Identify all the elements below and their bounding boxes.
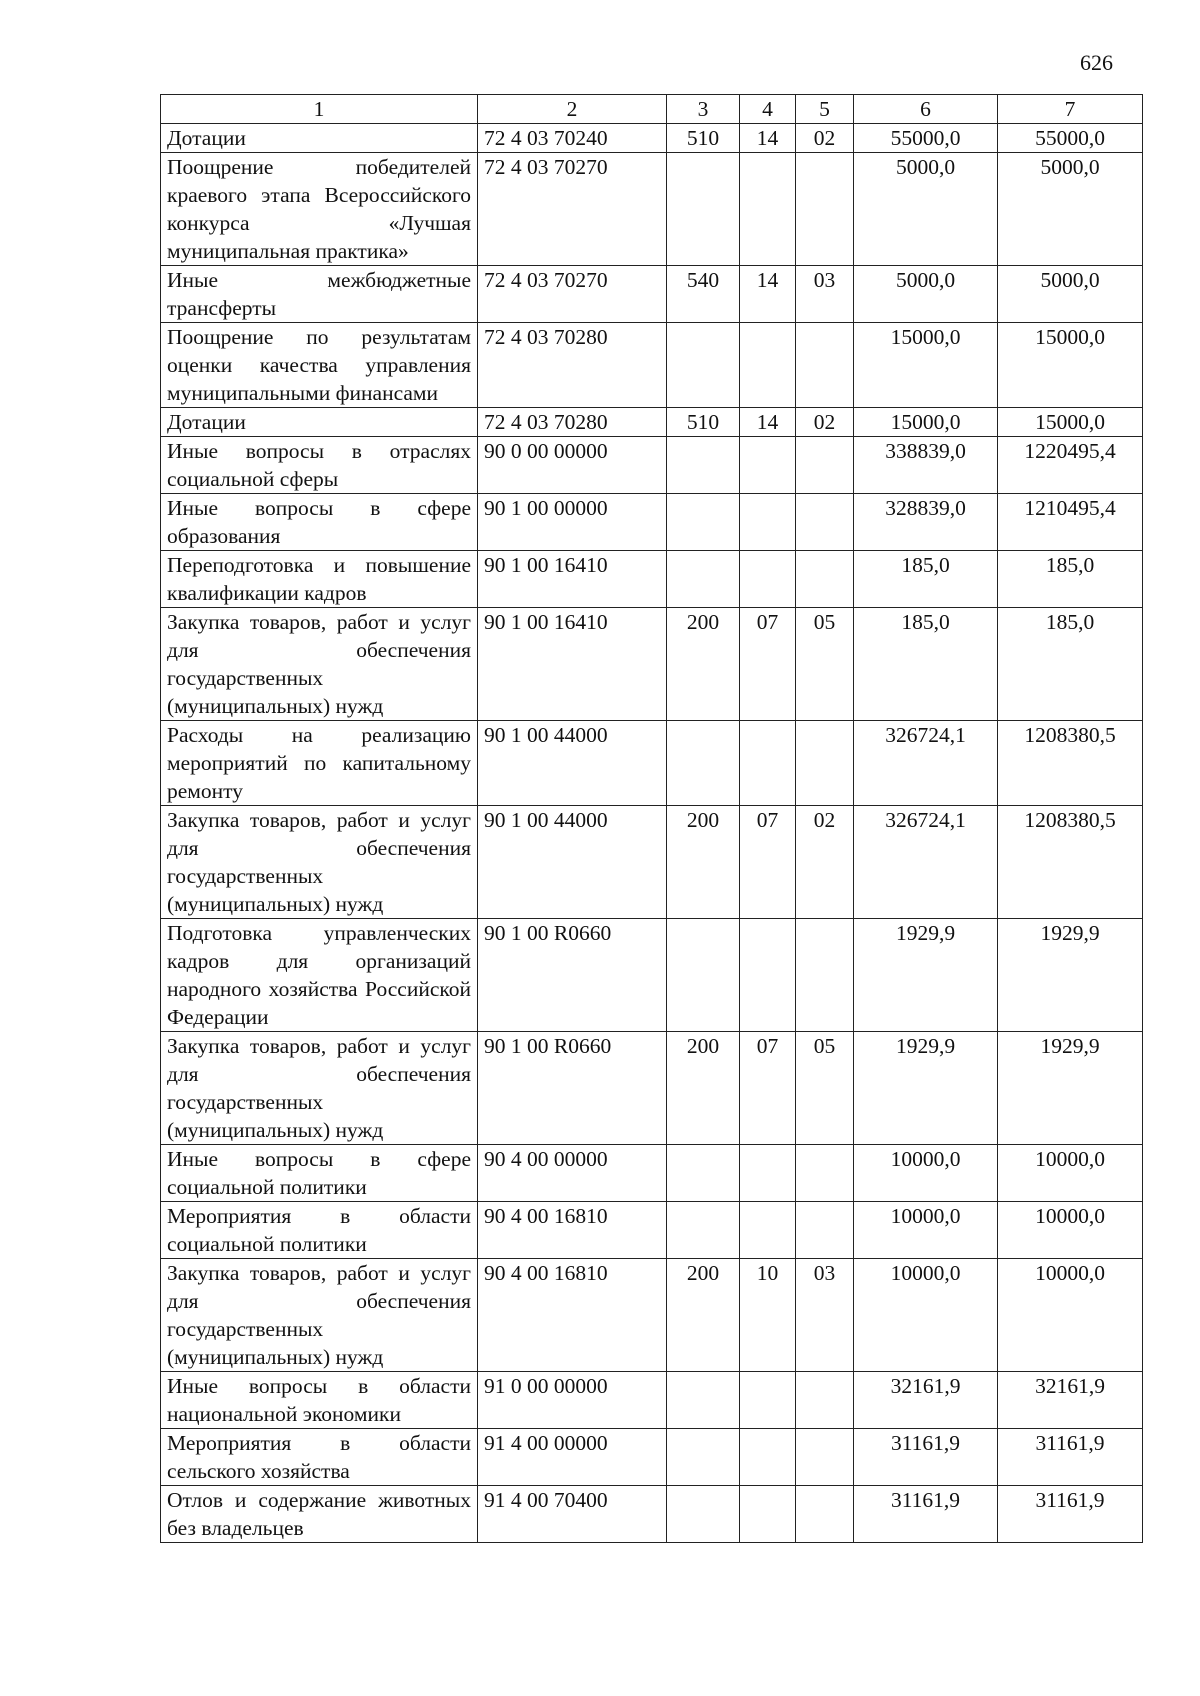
table-row [161,1202,1143,1259]
budget-table [160,94,1143,1543]
table-row [161,551,1143,608]
row-name: Поощрение победителей краевого этапа Всероссийского конкурса «Лучшая муниципальная практика» [161,153,478,266]
row-value-7: 1220495,4 [998,437,1143,494]
row-name: Иные вопросы в отраслях социальной сферы [161,437,478,494]
row-col-5: 03 [796,1259,854,1372]
row-col-5 [796,1202,854,1259]
row-code: 90 1 00 R0660 [478,919,667,1032]
row-name: Мероприятия в области сельского хозяйства [161,1429,478,1486]
row-col-4 [740,1372,796,1429]
row-col-3 [667,494,740,551]
row-col-4: 07 [740,608,796,721]
row-col-3 [667,1486,740,1543]
row-name: Отлов и содержание животных без владельцев [161,1486,478,1543]
row-value-7: 185,0 [998,551,1143,608]
row-name: Закупка товаров, работ и услуг для обеспечения государственных (муниципальных) нужд [161,1259,478,1372]
row-name: Иные вопросы в сфере социальной политики [161,1145,478,1202]
row-code: 90 4 00 16810 [478,1259,667,1372]
row-col-3: 510 [667,408,740,437]
row-col-5: 05 [796,1032,854,1145]
header-col-2: 2 [478,95,667,124]
row-value-6: 10000,0 [854,1259,998,1372]
row-col-5 [796,1429,854,1486]
row-name: Поощрение по результатам оценки качества управления муниципальными финансами [161,323,478,408]
header-col-1: 1 [161,95,478,124]
row-value-6: 55000,0 [854,124,998,153]
row-col-3 [667,1429,740,1486]
row-col-4 [740,153,796,266]
table-row [161,437,1143,494]
row-col-3 [667,919,740,1032]
row-col-5 [796,919,854,1032]
row-value-6: 31161,9 [854,1486,998,1543]
table-row [161,1486,1143,1543]
row-col-5 [796,323,854,408]
row-col-4: 14 [740,266,796,323]
row-col-4 [740,494,796,551]
table-row [161,1429,1143,1486]
row-value-6: 1929,9 [854,919,998,1032]
header-col-5: 5 [796,95,854,124]
table-row [161,494,1143,551]
row-value-6: 338839,0 [854,437,998,494]
row-col-4 [740,1429,796,1486]
row-value-7: 185,0 [998,608,1143,721]
row-code: 90 1 00 16410 [478,608,667,721]
row-value-7: 1208380,5 [998,721,1143,806]
row-value-7: 1210495,4 [998,494,1143,551]
row-code: 90 4 00 16810 [478,1202,667,1259]
row-col-3 [667,551,740,608]
row-value-6: 326724,1 [854,721,998,806]
row-col-3 [667,721,740,806]
row-col-3: 510 [667,124,740,153]
row-code: 91 4 00 00000 [478,1429,667,1486]
row-col-5 [796,551,854,608]
row-value-7: 10000,0 [998,1145,1143,1202]
row-code: 72 4 03 70280 [478,408,667,437]
row-col-3: 200 [667,1032,740,1145]
row-name: Закупка товаров, работ и услуг для обеспечения государственных (муниципальных) нужд [161,806,478,919]
row-value-7: 32161,9 [998,1372,1143,1429]
row-name: Мероприятия в области социальной политики [161,1202,478,1259]
row-code: 91 4 00 70400 [478,1486,667,1543]
row-col-3 [667,153,740,266]
row-value-6: 10000,0 [854,1145,998,1202]
row-name: Подготовка управленческих кадров для организаций народного хозяйства Российской Федерации [161,919,478,1032]
row-name: Расходы на реализацию мероприятий по капитальному ремонту [161,721,478,806]
row-value-6: 328839,0 [854,494,998,551]
row-col-4: 07 [740,1032,796,1145]
row-col-5: 03 [796,266,854,323]
row-col-5: 02 [796,408,854,437]
row-col-4: 14 [740,124,796,153]
row-code: 90 1 00 44000 [478,806,667,919]
table-row [161,608,1143,721]
row-value-6: 15000,0 [854,408,998,437]
row-col-4 [740,1486,796,1543]
table-row [161,919,1143,1032]
row-col-5 [796,494,854,551]
row-col-3: 200 [667,806,740,919]
row-name: Иные вопросы в области национальной экономики [161,1372,478,1429]
page-number: 626 [1080,50,1113,75]
table-row [161,806,1143,919]
header-col-7: 7 [998,95,1143,124]
row-name: Иные вопросы в сфере образования [161,494,478,551]
row-col-3: 200 [667,1259,740,1372]
row-value-7: 1208380,5 [998,806,1143,919]
row-col-3 [667,437,740,494]
row-value-6: 5000,0 [854,153,998,266]
row-value-6: 1929,9 [854,1032,998,1145]
row-value-7: 31161,9 [998,1486,1143,1543]
table-row [161,153,1143,266]
row-value-6: 185,0 [854,551,998,608]
row-col-5: 02 [796,124,854,153]
row-value-7: 15000,0 [998,323,1143,408]
row-value-6: 185,0 [854,608,998,721]
row-code: 90 1 00 R0660 [478,1032,667,1145]
row-col-3: 200 [667,608,740,721]
row-code: 90 1 00 44000 [478,721,667,806]
row-col-4 [740,721,796,806]
header-col-4: 4 [740,95,796,124]
row-col-3 [667,1202,740,1259]
row-col-3 [667,1372,740,1429]
row-value-7: 31161,9 [998,1429,1143,1486]
row-value-7: 55000,0 [998,124,1143,153]
table-row [161,1259,1143,1372]
table-row [161,1032,1143,1145]
row-code: 72 4 03 70280 [478,323,667,408]
row-code: 90 1 00 00000 [478,494,667,551]
row-value-6: 32161,9 [854,1372,998,1429]
row-value-7: 10000,0 [998,1259,1143,1372]
row-value-6: 5000,0 [854,266,998,323]
row-name: Закупка товаров, работ и услуг для обеспечения государственных (муниципальных) нужд [161,1032,478,1145]
row-col-4 [740,1202,796,1259]
table-row [161,124,1143,153]
row-col-4 [740,551,796,608]
row-name: Дотации [161,408,478,437]
row-col-4 [740,919,796,1032]
row-col-5 [796,1372,854,1429]
table-header [161,95,1143,124]
row-value-6: 31161,9 [854,1429,998,1486]
row-col-4: 07 [740,806,796,919]
row-value-6: 326724,1 [854,806,998,919]
table-row [161,323,1143,408]
header-col-6: 6 [854,95,998,124]
row-col-3: 540 [667,266,740,323]
row-code: 72 4 03 70270 [478,266,667,323]
row-code: 90 4 00 00000 [478,1145,667,1202]
header-col-3: 3 [667,95,740,124]
row-value-7: 10000,0 [998,1202,1143,1259]
row-col-5: 02 [796,806,854,919]
row-value-7: 1929,9 [998,919,1143,1032]
row-value-7: 15000,0 [998,408,1143,437]
row-col-4 [740,437,796,494]
row-value-7: 5000,0 [998,266,1143,323]
row-col-5 [796,721,854,806]
table-row [161,1145,1143,1202]
row-col-5: 05 [796,608,854,721]
row-col-5 [796,1486,854,1543]
row-col-3 [667,323,740,408]
table-row [161,1372,1143,1429]
row-col-5 [796,437,854,494]
row-code: 91 0 00 00000 [478,1372,667,1429]
row-col-3 [667,1145,740,1202]
row-code: 72 4 03 70270 [478,153,667,266]
table-row [161,721,1143,806]
row-name: Переподготовка и повышение квалификации кадров [161,551,478,608]
row-code: 90 0 00 00000 [478,437,667,494]
row-code: 72 4 03 70240 [478,124,667,153]
row-value-6: 10000,0 [854,1202,998,1259]
row-value-7: 1929,9 [998,1032,1143,1145]
row-value-6: 15000,0 [854,323,998,408]
row-value-7: 5000,0 [998,153,1143,266]
row-code: 90 1 00 16410 [478,551,667,608]
row-name: Иные межбюджетные трансферты [161,266,478,323]
row-col-5 [796,153,854,266]
table-row [161,266,1143,323]
row-col-4 [740,323,796,408]
row-col-4: 14 [740,408,796,437]
row-col-4 [740,1145,796,1202]
table-body [161,124,1143,1543]
table-row [161,408,1143,437]
row-col-4: 10 [740,1259,796,1372]
row-name: Дотации [161,124,478,153]
row-col-5 [796,1145,854,1202]
row-name: Закупка товаров, работ и услуг для обеспечения государственных (муниципальных) нужд [161,608,478,721]
header-row [161,95,1143,124]
